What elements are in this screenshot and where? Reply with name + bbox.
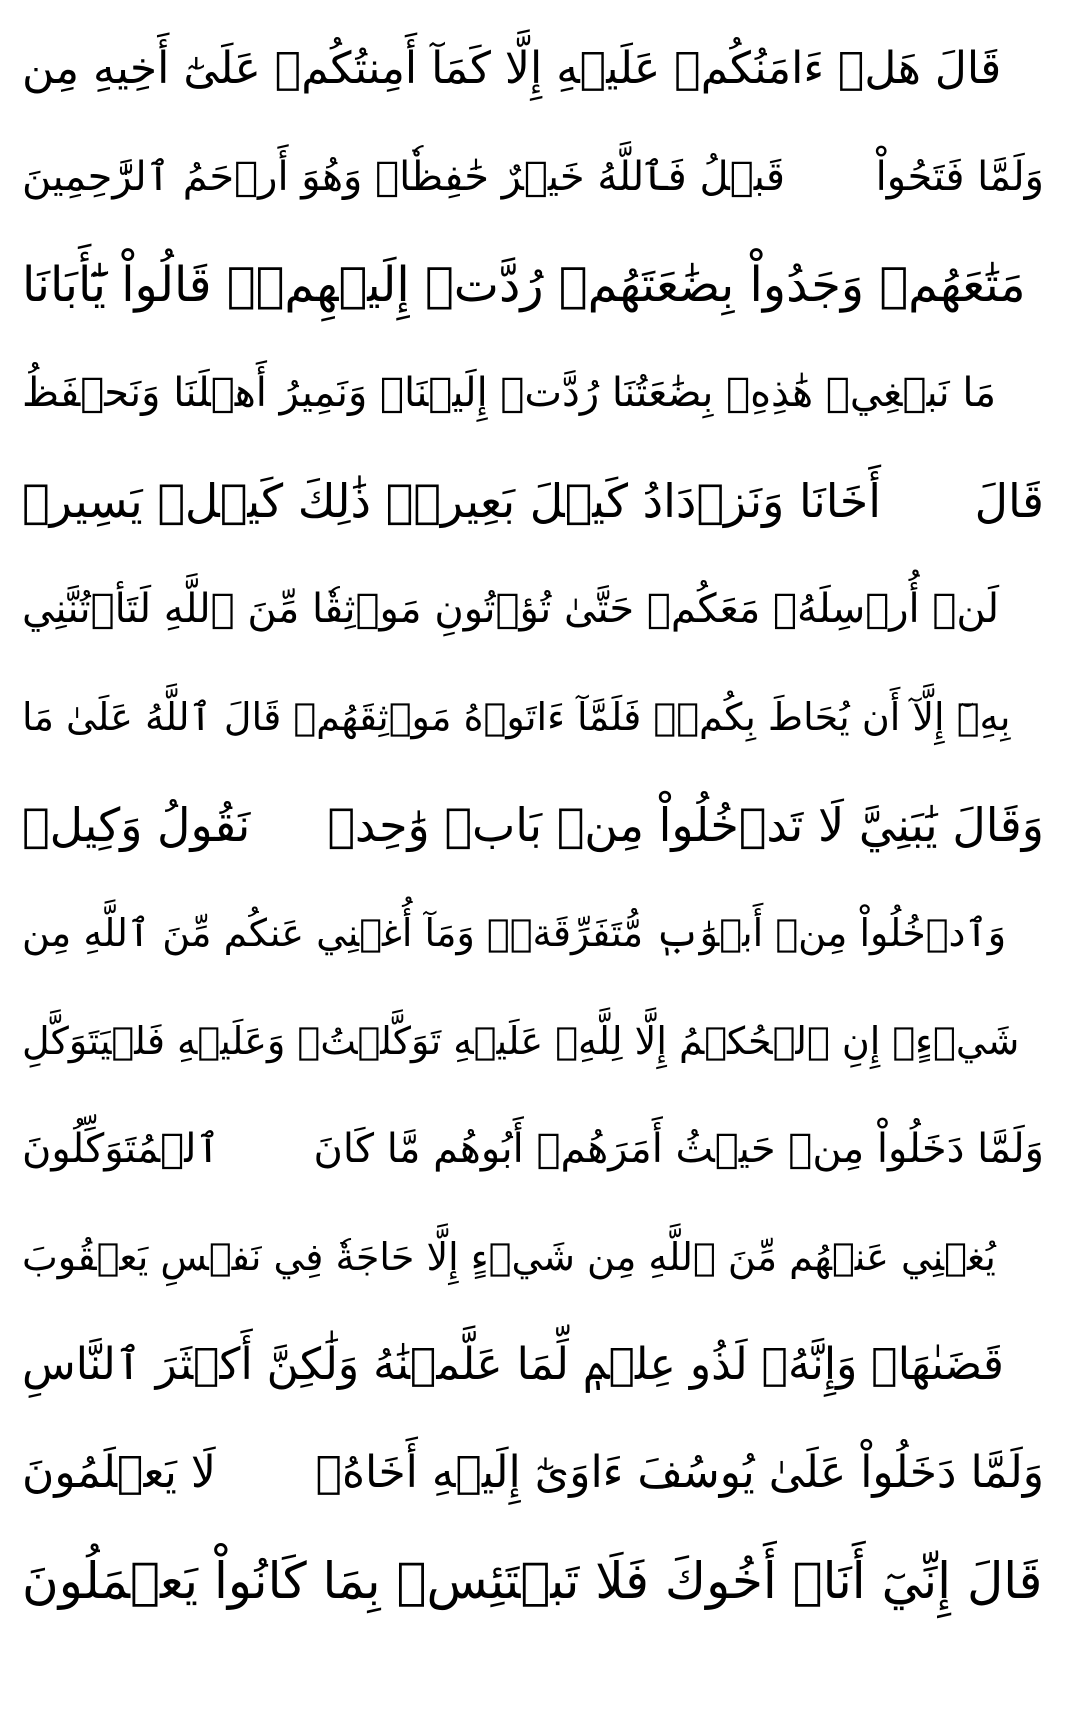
text-line-13 [22,1314,1044,1416]
line-14-text-b: وَلَمَّا دَخَلُواْ عَلَىٰ يُوسُفَ ءَاوَىٰٓ إِلَيۡهِ أَخَاهُۖ [315,1447,1044,1498]
line-12-text: يُغۡنِي عَنۡهُم مِّنَ ٱللَّهِ مِن شَيۡءٍ إِلَّا حَاجَةٗ فِي نَفۡسِ يَعۡقُوبَ [22,1235,996,1279]
line-9-text: وَٱدۡخُلُواْ مِنۡ أَبۡوَٰبٖ مُّتَفَرِّقَةٖۖ وَمَآ أُغۡنِي عَنكُم مِّنَ ٱللَّهِ مِن [22,911,1007,955]
text-line-4 [22,342,1044,444]
text-line-8 [22,774,1044,876]
line-10-text: شَيۡءٍۖ إِنِ ٱلۡحُكۡمُ إِلَّا لِلَّهِۖ عَلَيۡهِ تَوَكَّلۡتُۖ وَعَلَيۡهِ فَلۡيَتَوَكَّلِ [22,1019,1020,1063]
text-line-6 [22,558,1044,660]
text-line-14 [22,1422,1044,1524]
line-6-text: لَنۡ أُرۡسِلَهُۥ مَعَكُمۡ حَتَّىٰ تُؤۡتُونِ مَوۡثِقٗا مِّنَ ٱللَّهِ لَتَأۡتُنَّنِي [22,586,1000,632]
text-line-15 [22,1530,1044,1632]
line-5-text-b: قَالَ [974,474,1044,528]
line-1-text: قَالَ هَلۡ ءَامَنُكُمۡ عَلَيۡهِ إِلَّا كَمَآ أَمِنتُكُمۡ عَلَىٰٓ أَخِيهِ مِن [22,43,1002,94]
text-line-7 [22,666,1044,768]
text-line-11 [22,1098,1044,1200]
line-2-text-a: قَبۡلُ فَٱللَّهُ خَيۡرٌ حَٰفِظٗاۖ وَهُوَ أَرۡحَمُ ٱلرَّٰحِمِينَ [22,154,785,200]
text-line-3 [22,234,1044,336]
line-8-text-b: وَقَالَ يَٰبَنِيَّ لَا تَدۡخُلُواْ مِنۢ بَابٖ وَٰحِدٖ [327,798,1044,852]
text-line-12 [22,1206,1044,1308]
line-13-text: قَضَىٰهَاۚ وَإِنَّهُۥ لَذُو عِلۡمٖ لِّمَا عَلَّمۡنَٰهُ وَلَٰكِنَّ أَكۡثَرَ ٱلنَّاسِ [22,1339,1004,1390]
line-14-text-a: لَا يَعۡلَمُونَ [22,1447,217,1498]
line-8-text-a: نَقُولُ وَكِيلٞ [22,798,251,852]
text-line-10 [22,990,1044,1092]
line-3-text: مَتَٰعَهُمۡ وَجَدُواْ بِضَٰعَتَهُمۡ رُدَّتۡ إِلَيۡهِمۡۖ قَالُواْ يَٰٓأَبَانَا [22,257,1026,313]
line-2-text-b: وَلَمَّا فَتَحُواْ [875,154,1044,200]
text-line-9 [22,882,1044,984]
line-5-text-a: أَخَانَا وَنَزۡدَادُ كَيۡلَ بَعِيرٖۖ ذَٰلِكَ كَيۡلٞ يَسِيرٞ [22,474,882,528]
line-15-text: قَالَ إِنِّيٓ أَنَا۠ أَخُوكَ فَلَا تَبۡتَئِسۡ بِمَا كَانُواْ يَعۡمَلُونَ [22,1552,1043,1610]
line-11-text-b: وَلَمَّا دَخَلُواْ مِنۡ حَيۡثُ أَمَرَهُمۡ أَبُوهُم مَّا كَانَ [313,1126,1044,1172]
text-line-2 [22,126,1044,228]
text-line-5 [22,450,1044,552]
line-11-text-a: ٱلۡمُتَوَكِّلُونَ [22,1126,220,1172]
line-7-text: بِهِۦٓ إِلَّآ أَن يُحَاطَ بِكُمۡۖ فَلَمَّآ ءَاتَوۡهُ مَوۡثِقَهُمۡ قَالَ ٱللَّهُ عَلَىٰ مَا [22,695,1011,739]
line-4-text: مَا نَبۡغِيۖ هَٰذِهِۦ بِضَٰعَتُنَا رُدَّتۡ إِلَيۡنَاۖ وَنَمِيرُ أَهۡلَنَا وَنَحۡفَظُ [22,370,997,416]
text-line-1 [22,18,1044,120]
